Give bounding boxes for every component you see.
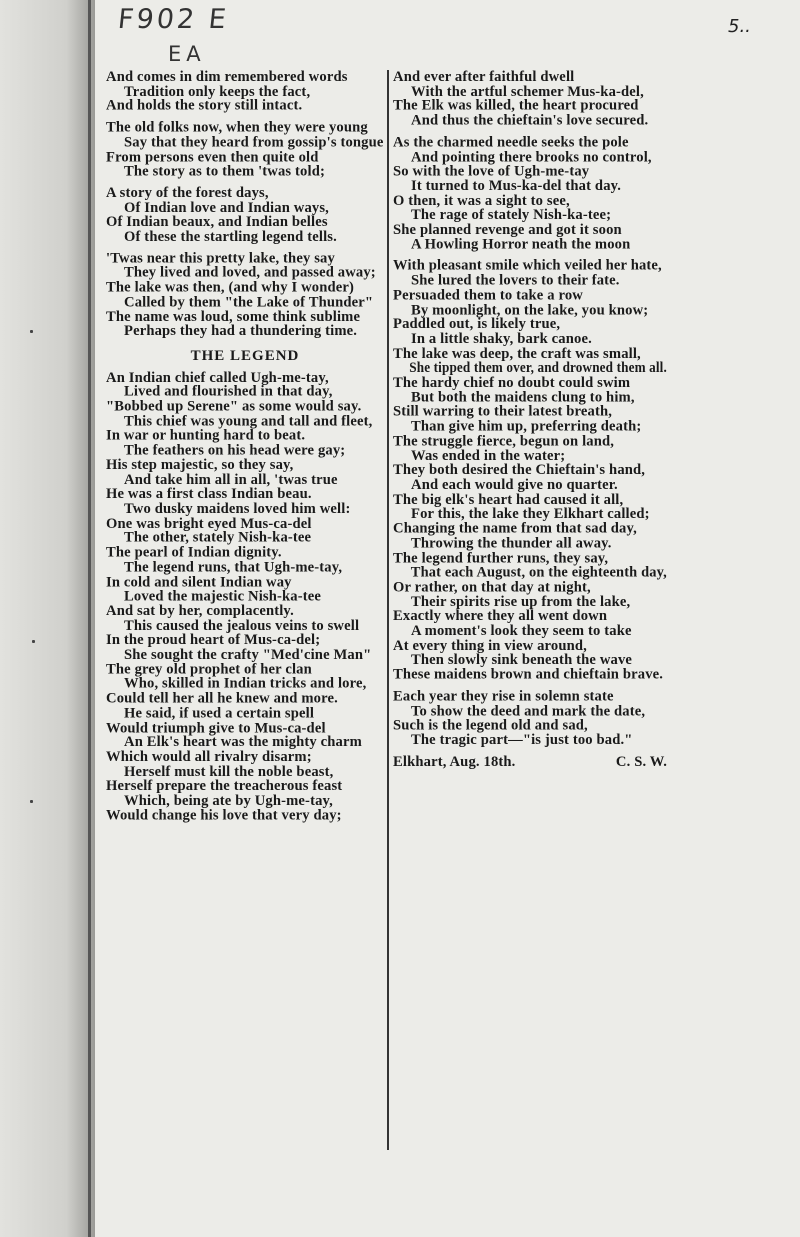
poem-line: At every thing in view around, — [393, 637, 587, 654]
poem-line: That each August, on the eighteenth day, — [410, 564, 667, 581]
poem-line: From persons even then quite old — [106, 148, 319, 165]
poem-line: Loved the majestic Nish-ka-tee — [124, 588, 322, 605]
poem-line: These maidens brown and chieftain brave. — [393, 666, 664, 683]
margin-speck — [32, 640, 35, 643]
catalog-subcode: EA — [168, 42, 206, 66]
poem-line: He was a first class Indian beau. — [106, 486, 312, 503]
poem-line: O then, it was a sight to see, — [393, 192, 570, 209]
poem-line: Changing the name from that sad day, — [393, 520, 637, 537]
poem-line: And holds the story still intact. — [106, 98, 303, 115]
poem-line: Of Indian beaux, and Indian belles — [106, 214, 328, 231]
legend-heading: THE LEGEND — [190, 347, 300, 364]
poem-line: 'Twas near this pretty lake, they say — [106, 250, 335, 267]
poem-stanza — [106, 70, 384, 114]
poem-line: Was ended in the water; — [411, 447, 566, 464]
poem-line: She sought the crafty "Med'cine Man" — [124, 646, 372, 663]
poem-line: The rage of stately Nish-ka-tee; — [411, 207, 612, 224]
poem-line: She lured the lovers to their fate. — [411, 272, 620, 289]
poem-line: Perhaps they had a thundering time. — [124, 323, 358, 340]
poem-line: Their spirits rise up from the lake, — [411, 593, 631, 610]
poem-line: For this, the lake they Elkhart called; — [411, 506, 650, 523]
poem-line: Of Indian love and Indian ways, — [124, 199, 329, 216]
poem-line: Or rather, on that day at night, — [393, 579, 591, 596]
poem-line: In a little shaky, bark canoe. — [411, 331, 592, 348]
margin-speck — [30, 800, 33, 803]
poem-line: One was bright eyed Mus-ca-del — [106, 515, 312, 532]
poem-line: With pleasant smile which veiled her hate, — [393, 258, 662, 274]
poem-stanza — [393, 70, 667, 128]
poem-line: Who, skilled in Indian tricks and lore, — [124, 676, 367, 693]
poem-line: They both desired the Chieftain's hand, — [393, 462, 646, 479]
poem-line: And take him all in all, 'twas true — [124, 471, 338, 488]
poem-line: This chief was young and tall and fleet, — [124, 413, 373, 430]
poem-line: Say that they heard from gossip's tongue — [124, 134, 384, 151]
poem-line: The struggle fierce, begun on land, — [393, 433, 615, 450]
margin-speck — [30, 330, 33, 333]
poem-column-right — [393, 70, 667, 1229]
poem-line: The big elk's heart had caused it all, — [393, 491, 624, 508]
page-number: 5.. — [728, 16, 751, 37]
poem-line: The pearl of Indian dignity. — [106, 544, 282, 561]
poem-line: Throwing the thunder all away. — [411, 535, 612, 552]
poem-line: "Bobbed up Serene" as some would say. — [106, 398, 362, 415]
poem-line: To show the deed and mark the date, — [411, 703, 646, 719]
poem-line: The name was loud, some think sublime — [106, 308, 361, 325]
poem-stanza — [393, 689, 667, 747]
catalog-number: F902 E — [116, 4, 231, 35]
poem-stanza — [106, 186, 384, 244]
poem-line: By moonlight, on the lake, you know; — [411, 301, 649, 318]
poem-line: In war or hunting hard to beat. — [106, 427, 306, 444]
poem-line: And each would give no quarter. — [411, 477, 618, 494]
poem-line: An Elk's heart was the mighty charm — [124, 734, 362, 751]
poem-line: Which would all rivalry disarm; — [106, 749, 312, 766]
signature-initials: C. S. W. — [615, 753, 667, 770]
poem-line: Than give him up, preferring death; — [411, 418, 642, 435]
column-rule — [387, 70, 389, 1150]
poem-line: Would change his love that very day; — [106, 807, 342, 824]
poem-line: And pointing there brooks no control, — [411, 148, 652, 165]
poem-line: Lived and flourished in that day, — [124, 384, 333, 401]
poem-line: Each year they rise in solemn state — [393, 688, 614, 705]
poem-line: Then slowly sink beneath the wave — [411, 652, 633, 669]
poem-line: This caused the jealous veins to swell — [124, 617, 360, 634]
poem-line: It turned to Mus-ka-del that day. — [411, 178, 622, 195]
poem-line: The Elk was killed, the heart procured — [393, 98, 639, 115]
poem-line: Tradition only keeps the fact, — [124, 83, 311, 100]
poem-line: A Howling Horror neath the moon — [411, 236, 631, 253]
poem-line: In cold and silent Indian way — [106, 573, 292, 590]
poem-line: Two dusky maidens loved him well: — [124, 500, 351, 517]
poem-line: Exactly where they all went down — [393, 608, 608, 625]
poem-line: She planned revenge and got it soon — [393, 221, 622, 238]
poem-line: They lived and loved, and passed away; — [124, 265, 376, 281]
poem-line: The old folks now, when they were young — [106, 119, 368, 136]
poem-line: Still warring to their latest breath, — [393, 404, 613, 421]
poem-line: Would triumph give to Mus-ca-del — [106, 719, 326, 736]
poem-line: As the charmed needle seeks the pole — [393, 134, 629, 151]
poem-line: But both the maidens clung to him, — [411, 389, 635, 406]
poem-line: And thus the chieftain's love secured. — [411, 112, 649, 129]
poem-line: And comes in dim remembered words — [106, 69, 348, 85]
poem-line: The legend further runs, they say, — [393, 550, 609, 567]
poem-line: An Indian chief called Ugh-me-tay, — [106, 369, 329, 386]
poem-stanza — [106, 251, 384, 339]
poem-line: Of these the startling legend tells. — [124, 228, 337, 245]
poem-stanza — [393, 135, 667, 252]
poem-line: A story of the forest days, — [106, 185, 269, 201]
fold-line — [88, 0, 91, 1237]
poem-column-left — [106, 70, 384, 1229]
poem-line: Paddled out, is likely true, — [393, 316, 561, 333]
signature-line — [393, 755, 667, 770]
poem-line: Herself prepare the treacherous feast — [106, 778, 343, 795]
poem-line: The grey old prophet of her clan — [106, 661, 312, 678]
poem-stanza — [393, 259, 667, 682]
poem-line: And sat by her, complacently. — [106, 603, 294, 620]
poem-line: So with the love of Ugh-me-tay — [393, 163, 590, 180]
signature-place-date: Elkhart, Aug. 18th. — [393, 753, 516, 770]
poem-line: The story as to them 'twas told; — [124, 163, 325, 180]
poem-line: The lake was deep, the craft was small, — [393, 345, 641, 362]
poem-line: He said, if used a certain spell — [124, 705, 315, 722]
poem-line: The legend runs, that Ugh-me-tay, — [124, 559, 343, 576]
poem-line: A moment's look they seem to take — [411, 623, 632, 640]
left-margin — [0, 0, 95, 1237]
poem-line: And ever after faithful dwell — [393, 69, 575, 85]
poem-line: Herself must kill the noble beast, — [124, 763, 334, 780]
poem-line: In the proud heart of Mus-ca-del; — [106, 632, 321, 649]
poem-line: She tipped them over, and drowned them all. — [409, 360, 667, 377]
poem-line: Called by them "the Lake of Thunder" — [124, 294, 374, 311]
poem-line: Persuaded them to take a row — [393, 287, 583, 304]
poem-line: The other, stately Nish-ka-tee — [124, 530, 312, 547]
poem-line: The feathers on his head were gay; — [124, 442, 346, 459]
poem-line: Such is the legend old and sad, — [393, 717, 588, 734]
poem-line: Which, being ate by Ugh-me-tay, — [124, 792, 333, 809]
poem-line: The tragic part—"is just too bad." — [411, 732, 633, 749]
poem-line: Could tell her all he knew and more. — [106, 690, 338, 707]
poem-line: The lake was then, (and why I wonder) — [106, 279, 354, 296]
poem-line: The hardy chief no doubt could swim — [393, 374, 631, 391]
poem-line: His step majestic, so they say, — [106, 457, 294, 474]
poem-stanza — [106, 371, 384, 824]
poem-stanza — [106, 121, 384, 179]
poem-line: With the artful schemer Mus-ka-del, — [411, 83, 644, 100]
